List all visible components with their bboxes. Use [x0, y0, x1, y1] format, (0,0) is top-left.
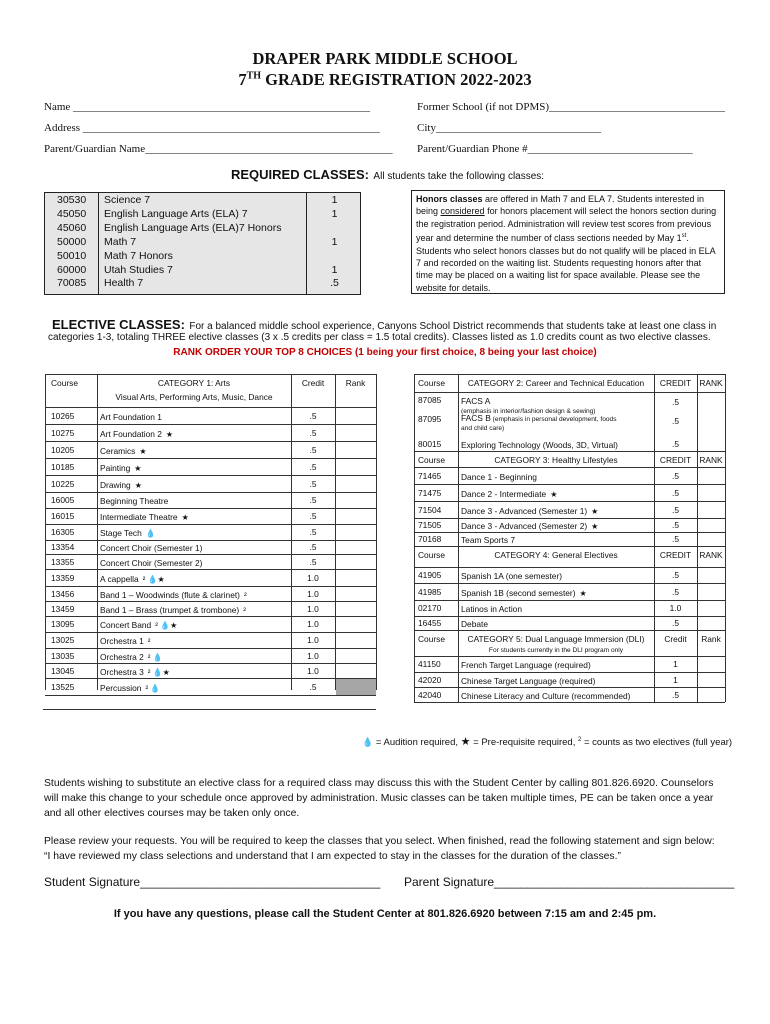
- course-credit: .5: [309, 444, 317, 455]
- grade-title-rest: GRADE REGISTRATION 2022-2023: [261, 70, 532, 89]
- elective-heading: ELECTIVE CLASSES:: [52, 317, 185, 332]
- rank-header: RANK: [699, 378, 723, 388]
- category-2-header: CATEGORY 2: Career and Technical Education: [467, 378, 645, 388]
- course-name-text: Team Sports 7: [461, 535, 515, 545]
- course-name-text: Ceramics: [100, 445, 136, 456]
- honors-text-2: for honors placement will select the honors section during the registration period. Administration will review test scores from previous year and determine the number of class sections needed by May 1: [416, 206, 717, 244]
- requirement-marks: ²: [243, 605, 246, 615]
- row-divider: [414, 687, 725, 688]
- course-name: [461, 691, 630, 701]
- row-divider: [45, 424, 376, 425]
- course-code: 13459: [51, 603, 75, 614]
- honors-sup: st: [681, 233, 687, 240]
- course-header: Course: [51, 378, 78, 388]
- course-code: 70168: [418, 534, 442, 544]
- required-course-code: 60000: [57, 263, 87, 276]
- requirement-marks: ² 💧★: [147, 667, 170, 677]
- row-divider: [414, 600, 725, 601]
- table-border: [414, 374, 725, 375]
- course-credit: .5: [309, 542, 317, 552]
- course-credit: 1: [673, 674, 678, 685]
- course-credit: 1.0: [307, 665, 319, 676]
- substitution-note: Students wishing to substitute an elective class for a required class may discuss this with the Student Center by calling 801.826.6920. Counselors will make this change to your schedule once approved by administration. Music classes can be taken multiple times, PE can be taken once a year and all other electives courses may be taken only once.: [44, 778, 714, 819]
- table-border: [45, 374, 376, 375]
- course-name: [100, 683, 160, 693]
- row-divider: [45, 492, 376, 493]
- row-divider: [414, 484, 725, 485]
- course-credit: .5: [672, 416, 679, 426]
- column-divider: [414, 374, 415, 702]
- star-icon: ★: [460, 736, 471, 748]
- required-course-name: Utah Studies 7: [104, 263, 173, 276]
- legend-prereq: = Pre-requisite required,: [470, 737, 576, 748]
- course-code: 41985: [418, 586, 442, 597]
- review-note: Please review your requests. You will be required to keep the classes that you select. When finished, read the following statement and sign below:: [44, 836, 715, 847]
- course-name: [100, 463, 141, 473]
- course-name-text: Percussion: [100, 682, 142, 693]
- course-credit: .5: [672, 438, 679, 449]
- row-divider: [414, 672, 725, 673]
- course-credit: 1.0: [307, 650, 319, 661]
- row-divider: [414, 532, 725, 533]
- course-code: 13525: [51, 681, 75, 692]
- required-course-code: 50010: [57, 249, 87, 262]
- required-subheading: All students take the following classes:: [373, 171, 545, 182]
- row-divider: [414, 583, 725, 584]
- course-credit: .5: [309, 427, 317, 438]
- rank-header: Rank: [701, 634, 721, 644]
- credit-header: CREDIT: [659, 550, 692, 560]
- required-course-code: 50000: [57, 235, 87, 248]
- course-code: 10265: [51, 410, 75, 421]
- row-divider: [45, 663, 376, 664]
- course-credit: .5: [672, 586, 679, 597]
- requirement-marks: ★: [134, 463, 142, 473]
- course-name-text: Concert Choir (Semester 1): [100, 543, 203, 553]
- column-divider: [458, 374, 459, 702]
- required-course-name: Science 7: [104, 194, 151, 206]
- column-divider: [654, 374, 655, 702]
- course-name-text: Drawing: [100, 479, 131, 490]
- elective-line-2: categories 1-3, totaling THREE elective classes (3 x .5 credits per class = 1.5 total credits). Classes listed as 1.0 credits count as two elective classes.: [48, 332, 711, 343]
- course-credit: .5: [672, 689, 679, 700]
- requirement-marks: 💧: [145, 529, 156, 538]
- course-credit: .5: [309, 495, 317, 505]
- footer-contact: If you have any questions, please call the Student Center at 801.826.6920 between 7:15 am and 2:45 pm.: [113, 908, 657, 920]
- requirement-marks: ★: [134, 480, 142, 490]
- course-name-text: Orchestra 1: [100, 636, 144, 646]
- row-divider: [45, 524, 376, 525]
- requirement-marks: ² 💧: [145, 683, 161, 693]
- course-name-text: Stage Tech: [100, 528, 142, 538]
- header-divider: [414, 467, 725, 468]
- category-3-header: CATEGORY 3: Healthy Lifestyles: [494, 455, 618, 465]
- course-name: [461, 506, 598, 516]
- header-divider: [414, 392, 725, 393]
- honors-text-1: are offered in Math 7 and ELA 7. Students interested in being: [416, 194, 705, 217]
- course-name-text: Latinos in Action: [461, 604, 522, 614]
- course-code: 42020: [418, 674, 442, 685]
- course-name-text: Band 1 – Brass (trumpet & trombone): [100, 604, 240, 615]
- course-code: 10185: [51, 461, 75, 472]
- required-classes-box: [44, 192, 361, 295]
- required-course-name: Math 7: [104, 235, 137, 248]
- grade-superscript: TH: [246, 70, 262, 82]
- guardian-phone-field[interactable]: Parent/Guardian Phone #______________________________: [417, 143, 693, 155]
- row-divider: [414, 546, 725, 547]
- row-divider: [45, 554, 376, 555]
- rank-header: RANK: [699, 550, 723, 560]
- course-name-text: Chinese Literacy and Culture (recommended): [461, 690, 631, 701]
- course-credit: .5: [672, 618, 679, 628]
- course-name-text: Band 1 – Woodwinds (flute & clarinet): [100, 589, 240, 600]
- row-divider: [45, 586, 376, 587]
- student-signature-line[interactable]: Student Signature____________________________________: [44, 875, 381, 889]
- row-divider: [45, 648, 376, 649]
- course-code: 10225: [51, 478, 75, 489]
- course-code: 71504: [418, 504, 442, 515]
- course-name-text: Dance 3 - Advanced (Semester 1): [461, 505, 588, 516]
- course-code: 13095: [51, 619, 75, 629]
- row-divider: [414, 518, 725, 519]
- column-divider: [45, 374, 46, 690]
- course-credit: .5: [672, 397, 679, 407]
- course-name: [100, 605, 246, 615]
- course-name-text: Concert Choir (Semester 2): [100, 557, 203, 568]
- course-code: 10205: [51, 444, 75, 455]
- course-name-text: French Target Language (required): [461, 660, 591, 670]
- course-code: 87085: [418, 395, 442, 405]
- course-name: [100, 543, 206, 553]
- course-code: 13355: [51, 556, 75, 567]
- address-field[interactable]: Address ______________________________________________________: [44, 122, 380, 134]
- required-course-credit: 1: [331, 235, 338, 248]
- course-code: 13354: [51, 542, 75, 552]
- requirement-marks: ² 💧★: [142, 574, 165, 584]
- required-course-credit: .5: [330, 277, 339, 290]
- course-credit: .5: [672, 570, 679, 580]
- header-divider: [45, 407, 376, 408]
- rank-header: RANK: [699, 455, 723, 465]
- course-name: [461, 472, 541, 482]
- course-code: 41150: [418, 659, 441, 669]
- course-name: [100, 652, 163, 662]
- row-divider: [45, 678, 376, 679]
- course-name: [100, 558, 206, 568]
- course-code: 16015: [51, 511, 75, 521]
- rank-header: Rank: [345, 378, 366, 388]
- course-code: 16305: [51, 527, 75, 537]
- course-name: [461, 489, 557, 499]
- course-credit: .5: [672, 487, 679, 498]
- row-divider: [45, 632, 376, 633]
- course-name: [100, 620, 177, 630]
- required-heading: REQUIRED CLASSES:: [231, 167, 369, 182]
- course-code: 10275: [51, 427, 75, 438]
- course-code: 13456: [51, 588, 75, 599]
- registration-title: [0, 70, 770, 90]
- course-name: [461, 413, 617, 423]
- course-name-text: Debate: [461, 619, 489, 629]
- city-field[interactable]: City______________________________: [417, 122, 601, 134]
- course-name: [461, 521, 598, 531]
- category-5-header-sub: For students currently in the DLI program only: [488, 647, 624, 654]
- row-divider: [45, 508, 376, 509]
- required-course-credit: 1: [331, 194, 338, 206]
- course-code: 80015: [418, 438, 442, 449]
- column-divider: [697, 374, 698, 702]
- category-2-5-table: [414, 374, 725, 706]
- course-code: 71475: [418, 487, 442, 498]
- course-credit: .5: [309, 681, 317, 692]
- row-divider: [45, 569, 376, 570]
- required-course-credit: 1: [331, 263, 338, 276]
- legend: [362, 735, 732, 748]
- course-name: [100, 446, 147, 456]
- course-name-text: Intermediate Theatre: [100, 512, 178, 522]
- course-name-text: Orchestra 2: [100, 651, 144, 662]
- credit-header: CREDIT: [659, 378, 692, 388]
- course-name-text: Beginning Theatre: [100, 496, 169, 506]
- course-name: [461, 604, 526, 614]
- course-credit: .5: [672, 504, 679, 515]
- course-name-text: Concert Band: [100, 620, 152, 630]
- required-course-name: English Language Arts (ELA) 7: [104, 207, 248, 220]
- required-course-name: Health 7: [104, 277, 144, 290]
- required-course-code: 45050: [57, 207, 87, 220]
- course-name-text: A cappella: [100, 573, 139, 584]
- course-header: Course: [418, 634, 445, 644]
- course-name: [100, 496, 172, 506]
- course-name: [461, 440, 618, 450]
- column-divider: [97, 374, 98, 690]
- required-heading-line: [231, 166, 544, 184]
- legend-two-sup: 2: [577, 736, 582, 743]
- row-divider: [45, 458, 376, 459]
- course-code: 02170: [418, 603, 442, 613]
- requirement-marks: ★: [579, 588, 587, 598]
- former-school-field[interactable]: Former School (if not DPMS)________________________________: [417, 101, 725, 113]
- course-code: 41905: [418, 570, 442, 580]
- course-credit: 1.0: [307, 603, 319, 614]
- rank-instruction: RANK ORDER YOUR TOP 8 CHOICES (1 being your first choice, 8 being your last choice): [173, 347, 597, 358]
- table-bottom-rule: [43, 709, 376, 710]
- course-credit: .5: [309, 461, 317, 472]
- course-note: (emphasis in personal development, foods: [490, 416, 617, 423]
- course-note: (emphasis in interior/fashion design & sewing): [461, 408, 596, 415]
- course-credit: 1.0: [307, 635, 319, 645]
- requirement-marks: ★: [165, 429, 174, 439]
- category-1-table: [45, 374, 376, 693]
- course-credit: 1.0: [669, 603, 682, 613]
- credit-header: CREDIT: [659, 455, 692, 465]
- legend-two: = counts as two electives (full year): [581, 737, 733, 748]
- required-course-code: 30530: [57, 194, 87, 206]
- course-name: FACS A: [461, 396, 491, 406]
- course-name: [100, 528, 156, 538]
- course-credit: .5: [309, 410, 317, 421]
- elective-line-1: For a balanced middle school experience, Canyons School District recommends that students take at least one class in: [189, 321, 717, 332]
- course-name-text: Art Foundation 2: [100, 428, 162, 439]
- requirement-marks: ★: [550, 489, 558, 499]
- course-name: [100, 429, 173, 439]
- course-name: [100, 412, 166, 422]
- row-divider: [45, 695, 376, 696]
- course-name-text: Dance 2 - Intermediate: [461, 488, 547, 499]
- header-divider: [414, 567, 725, 568]
- category-1-header: CATEGORY 1: Arts: [157, 378, 231, 388]
- row-divider: [45, 441, 376, 442]
- course-note: and child care): [461, 425, 505, 432]
- required-course-name: Math 7 Honors: [104, 249, 173, 262]
- course-code: 13359: [51, 572, 75, 583]
- name-field[interactable]: Name ______________________________________________________: [44, 101, 371, 113]
- course-name-text: Chinese Target Language (required): [461, 675, 596, 686]
- course-credit: .5: [309, 527, 317, 537]
- course-credit: .5: [672, 470, 679, 481]
- category-4-header: CATEGORY 4: General Electives: [494, 550, 618, 560]
- course-name: [100, 667, 170, 677]
- row-divider: [45, 540, 376, 541]
- course-name-text: Exploring Technology (Woods, 3D, Virtual): [461, 439, 618, 450]
- course-name: [461, 535, 519, 545]
- row-divider: [414, 702, 725, 703]
- requirement-marks: ² 💧: [147, 652, 163, 662]
- required-course-credit: 1: [331, 207, 338, 220]
- course-name: [100, 590, 247, 600]
- course-name: [461, 660, 591, 670]
- course-name-text: Painting: [100, 462, 131, 473]
- row-divider: [414, 451, 725, 452]
- course-header: Course: [418, 378, 445, 388]
- requirement-marks: ★: [181, 513, 189, 522]
- requirement-marks: ²: [243, 590, 247, 600]
- category-5-header: CATEGORY 5: Dual Language Immersion (DLI): [467, 634, 645, 644]
- course-name-text: Dance 1 - Beginning: [461, 471, 537, 482]
- course-name: [100, 480, 142, 490]
- course-name-text: FACS B: [461, 413, 491, 423]
- required-course-code: 70085: [57, 277, 87, 290]
- column-divider: [725, 374, 726, 702]
- requirement-marks: ★: [591, 506, 599, 516]
- course-code: 71465: [418, 470, 442, 481]
- row-divider: [414, 630, 725, 631]
- course-credit: .5: [309, 556, 317, 567]
- requirement-marks: ²: [147, 637, 151, 646]
- drop-icon: 💧: [362, 737, 374, 747]
- honors-considered: considered: [440, 206, 485, 217]
- requirement-marks: ★: [139, 446, 147, 456]
- course-name-text: Orchestra 3: [100, 666, 144, 677]
- requirement-marks: ² 💧★: [155, 621, 178, 630]
- course-code: 16455: [418, 618, 442, 628]
- course-name-text: Spanish 1A (one semester): [461, 571, 563, 581]
- rank-shaded-cell: [336, 679, 376, 695]
- course-header: Course: [418, 455, 445, 465]
- column-divider: [98, 193, 99, 294]
- course-name: [100, 574, 165, 584]
- course-code: 71505: [418, 520, 442, 530]
- course-name-text: Art Foundation 1: [100, 411, 162, 422]
- guardian-name-field[interactable]: Parent/Guardian Name_____________________________________________: [44, 143, 393, 155]
- row-divider: [45, 601, 376, 602]
- course-name: [461, 676, 595, 686]
- row-divider: [45, 475, 376, 476]
- honors-bold: Honors classes: [416, 194, 483, 204]
- course-code: 13045: [51, 665, 75, 676]
- course-credit: .5: [672, 520, 679, 530]
- course-header: Course: [418, 550, 445, 560]
- course-code: 42040: [418, 689, 442, 700]
- course-name-text: Spanish 1B (second semester): [461, 587, 576, 598]
- school-title: DRAPER PARK MIDDLE SCHOOL: [252, 49, 518, 68]
- requirement-marks: ★: [591, 522, 599, 531]
- required-course-code: 45060: [57, 221, 87, 234]
- course-code: 13035: [51, 650, 75, 661]
- row-divider: [45, 616, 376, 617]
- course-credit: 1.0: [307, 588, 319, 599]
- row-divider: [414, 501, 725, 502]
- required-course-name: English Language Arts (ELA)7 Honors: [104, 221, 282, 234]
- course-name: [100, 636, 150, 646]
- course-name: [100, 512, 189, 522]
- course-name: [461, 571, 566, 581]
- course-code: 13025: [51, 635, 75, 645]
- parent-signature-line[interactable]: Parent Signature____________________________________: [404, 875, 735, 889]
- column-divider: [376, 374, 377, 690]
- legend-audition: = Audition required,: [373, 737, 458, 748]
- course-name-text: Dance 3 - Advanced (Semester 2): [461, 521, 588, 531]
- course-credit: .5: [309, 478, 317, 489]
- course-code: 87095: [418, 414, 442, 424]
- category-1-subheader: Visual Arts, Performing Arts, Music, Dance: [115, 392, 273, 402]
- honors-text-3: . Students who select honors classes but do not qualify will be placed in ELA 7 and recorded on the waiting list. Students requesting honors after that time may be placed on a waiting list for space available. Please see the website for details.: [416, 233, 716, 293]
- column-divider: [335, 374, 336, 690]
- course-credit: .5: [672, 534, 679, 544]
- course-name: [461, 619, 492, 629]
- grade-number: 7: [238, 70, 247, 89]
- row-divider: [414, 616, 725, 617]
- header-divider: [414, 656, 725, 657]
- course-name: [461, 588, 587, 598]
- course-code: 16005: [51, 495, 75, 505]
- course-credit: .5: [309, 511, 317, 521]
- course-credit: 1.0: [307, 619, 319, 629]
- review-statement: “I have reviewed my class selections and understand that I am expected to stay in the classes for the duration of the classes.”: [44, 851, 621, 862]
- course-credit: 1.0: [307, 572, 319, 583]
- credit-header: Credit: [301, 378, 325, 388]
- course-credit: 1: [673, 659, 678, 669]
- credit-header: Credit: [664, 634, 687, 644]
- honors-info-box: [411, 190, 725, 294]
